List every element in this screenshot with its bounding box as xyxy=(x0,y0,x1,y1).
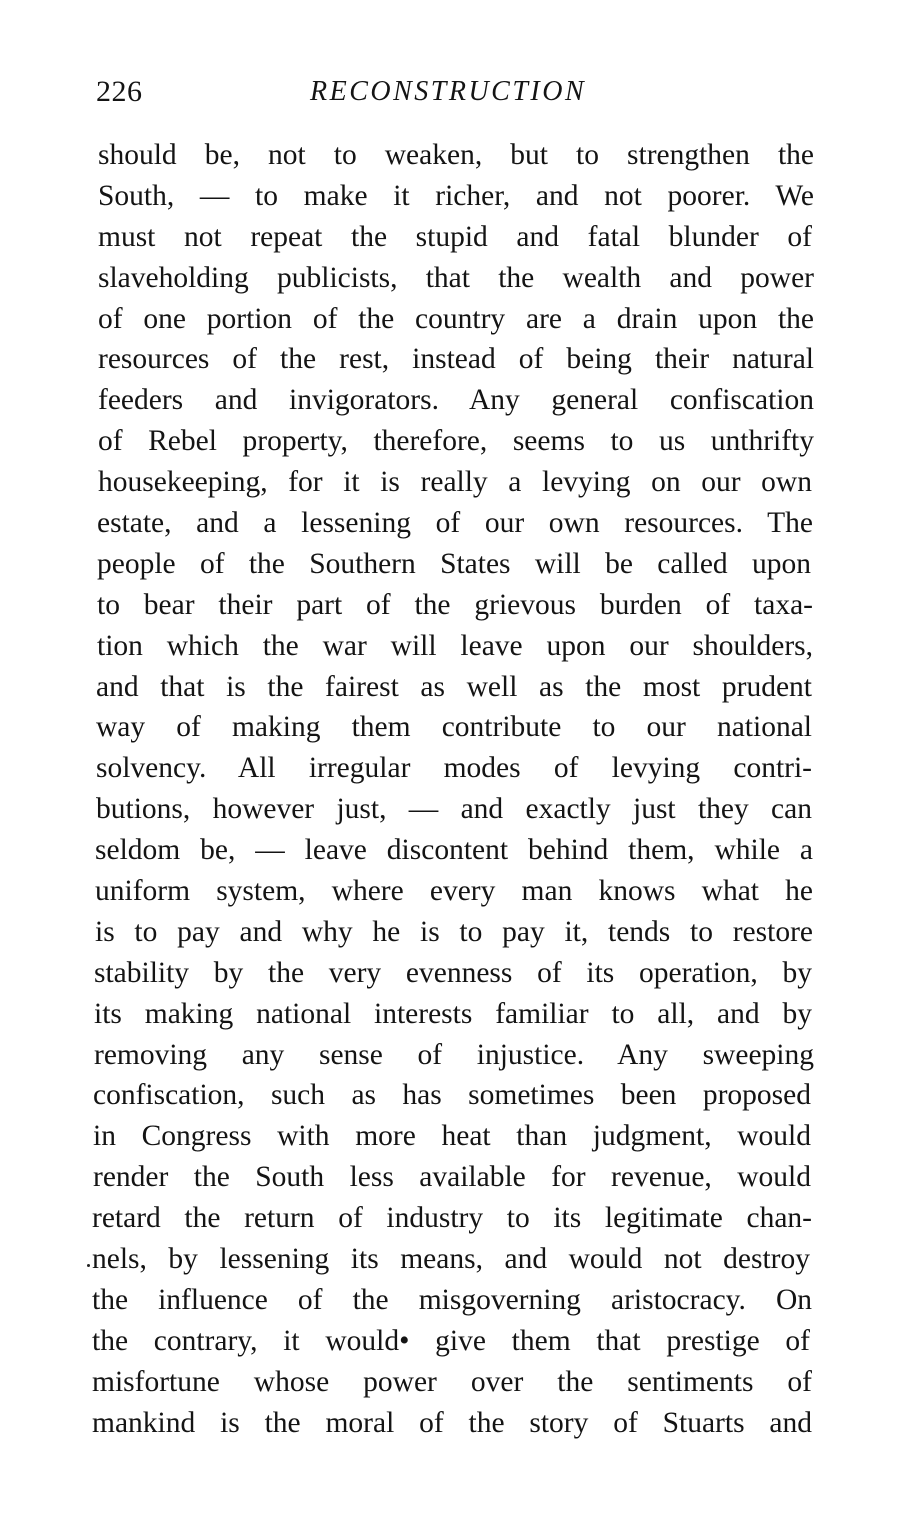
text-line: misfortune whose power over the sentiments of xyxy=(92,1365,812,1398)
text-line: housekeeping, for it is really a levying on our own xyxy=(98,466,812,499)
text-line: removing any sense of injustice. Any sweeping xyxy=(94,1038,814,1071)
text-line: solvency. All irregular modes of levying contri- xyxy=(96,752,812,785)
text-line: render the South less available for revenue, would xyxy=(93,1161,811,1194)
text-line: people of the Southern States will be called upon xyxy=(97,547,811,580)
text-line: way of making them contribute to our national xyxy=(96,711,812,744)
text-line: to bear their part of the grievous burden of taxa- xyxy=(97,588,813,621)
ink-speck xyxy=(87,1264,90,1267)
text-line: estate, and a lessening of our own resources. The xyxy=(97,507,813,540)
text-line: is to pay and why he is to pay it, tends to restore xyxy=(95,915,813,948)
text-line: in Congress with more heat than judgment, would xyxy=(93,1120,811,1153)
running-head xyxy=(96,72,818,112)
text-line: tion which the war will leave upon our shoulders, xyxy=(97,629,813,662)
text-line: the contrary, it would• give them that prestige of xyxy=(92,1324,810,1357)
text-line: must not repeat the stupid and fatal blunder of xyxy=(98,220,812,253)
text-line: slaveholding publicists, that the wealth and power xyxy=(98,261,814,294)
text-line: its making national interests familiar to all, and by xyxy=(94,997,812,1030)
text-line: seldom be, — leave discontent behind them, while a xyxy=(95,834,813,867)
page-number: 226 xyxy=(96,75,143,108)
text-line: confiscation, such as has sometimes been proposed xyxy=(93,1079,811,1112)
text-line: retard the return of industry to its legitimate chan- xyxy=(92,1202,812,1235)
text-line: feeders and invigorators. Any general confiscation xyxy=(98,384,814,417)
text-line: the influence of the misgoverning aristocracy. On xyxy=(92,1283,812,1316)
text-line: and that is the fairest as well as the most prudent xyxy=(96,670,812,703)
text-line: South, — to make it richer, and not poorer. We xyxy=(98,179,814,212)
text-line: butions, however just, — and exactly just they can xyxy=(96,793,812,826)
text-line: of Rebel property, therefore, seems to us unthrifty xyxy=(98,425,814,458)
text-line: should be, not to weaken, but to strengthen the xyxy=(98,139,814,171)
text-line: nels, by lessening its means, and would not destroy xyxy=(92,1243,810,1276)
text-line: stability by the very evenness of its operation, by xyxy=(94,956,812,989)
text-line: resources of the rest, instead of being their natural xyxy=(98,343,814,376)
text-line: mankind is the moral of the story of Stuarts and xyxy=(92,1406,812,1439)
body-text xyxy=(92,135,824,1444)
running-title: RECONSTRUCTION xyxy=(310,76,587,107)
text-line: of one portion of the country are a drain upon the xyxy=(98,302,814,335)
text-line: uniform system, where every man knows what he xyxy=(95,875,813,908)
